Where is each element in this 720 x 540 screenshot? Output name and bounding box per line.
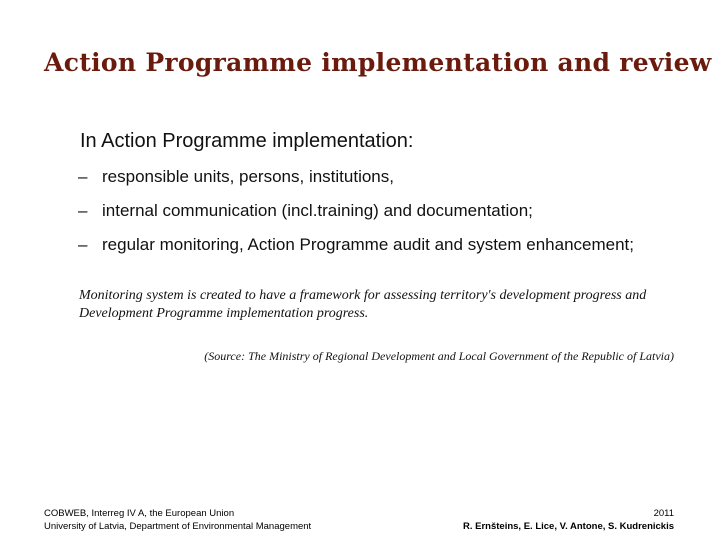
list-item [78, 199, 634, 233]
bullet-text: internal communication (incl.training) and documentation; [102, 201, 533, 220]
bullet-text: responsible units, persons, institutions, [102, 167, 394, 186]
footer-right [463, 507, 674, 533]
bullet-text: regular monitoring, Action Programme audit and system enhancement; [102, 235, 634, 254]
intro-text: In Action Programme implementation: [80, 130, 414, 152]
slide-title: Action Programme implementation and review [44, 48, 712, 77]
list-item [78, 233, 634, 267]
bullet-dash: – [78, 235, 88, 254]
footer-left [44, 507, 311, 533]
footer-authors: R. Ernšteins, E. Lice, V. Antone, S. Kudrenickis [463, 521, 674, 532]
source-citation: (Source: The Ministry of Regional Development and Local Government of the Republic of Latvia) [204, 349, 674, 363]
bullet-dash: – [78, 167, 88, 186]
bullet-dash: – [78, 201, 88, 220]
footer-year: 2011 [653, 508, 674, 519]
footer-project: COBWEB, Interreg IV A, the European Union [44, 508, 235, 519]
footer-institution: University of Latvia, Department of Environmental Management [44, 521, 312, 532]
list-item [78, 165, 634, 199]
bullet-list [78, 165, 634, 267]
monitoring-paragraph: Monitoring system is created to have a framework for assessing territory's development progress and Development Programme implementation progress. [79, 288, 647, 321]
